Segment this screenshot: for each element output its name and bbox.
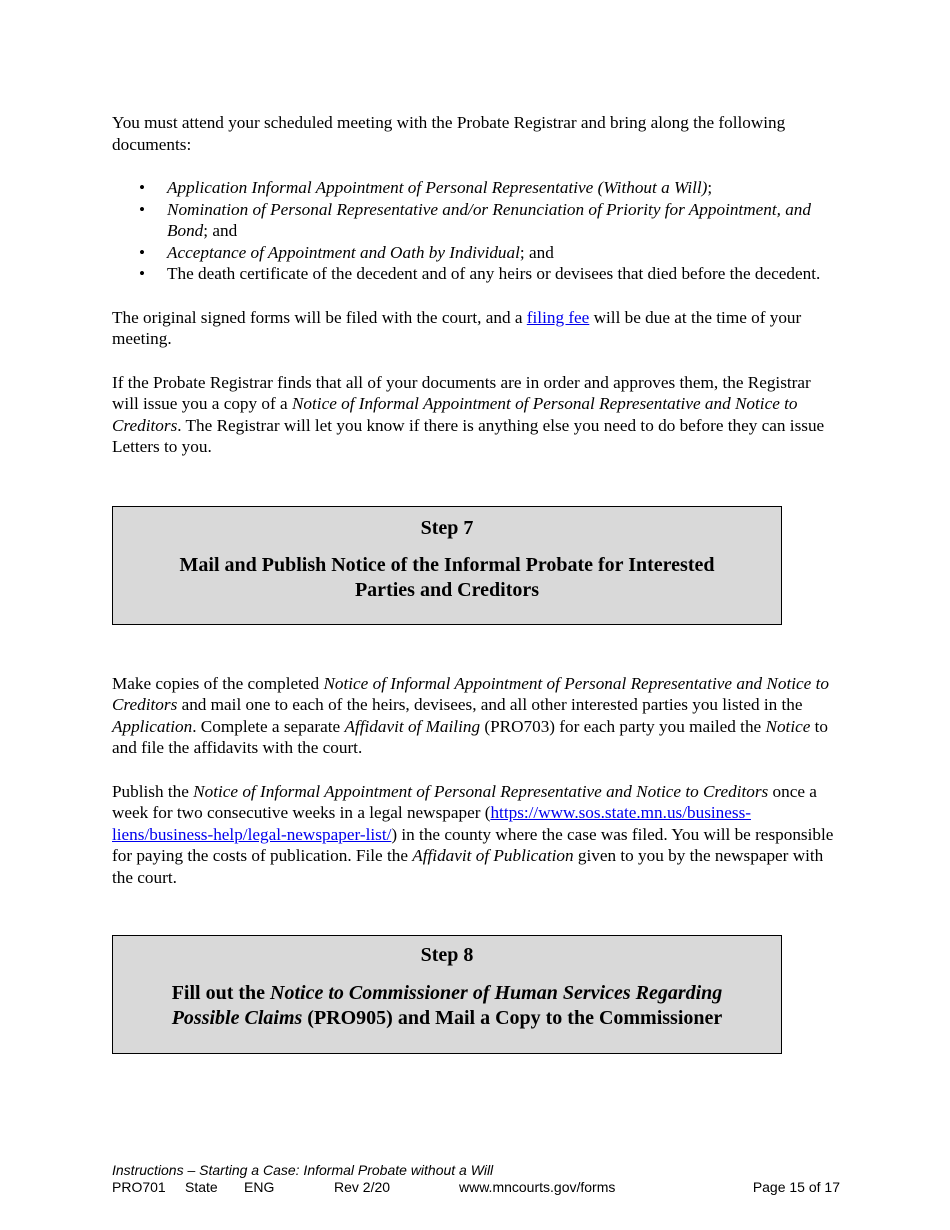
bullet-icon: • [139, 242, 146, 262]
page-body [112, 112, 840, 1054]
footer-state: State [185, 1179, 218, 1195]
footer-revision: Rev 2/20 [334, 1179, 391, 1195]
intro-text: You must attend your scheduled meeting with the Probate Registrar and bring along the following documents: [112, 113, 786, 154]
registrar-paragraph: If the Probate Registrar finds that all of your documents are in order and approves them, the Registrar will issue you a copy of a Notice of Informal Appointment of Personal Representative and Notice to Creditors. The Registrar will let you know if there is anything else you need to do before they can issue Letters to you. [112, 372, 825, 456]
newspaper-list-link[interactable]: https://www.sos.state.mn.us/business-liens/business-help/legal-newspaper-list/ [112, 803, 751, 844]
filing-fee-link[interactable]: filing fee [526, 307, 590, 327]
step-7-heading: Mail and Publish Notice of the Informal Probate for Interested Parties and Creditors [179, 553, 715, 601]
filing-paragraph: The original signed forms will be filed with the court, and a filing fee will be due at the time of your meeting. [112, 307, 802, 348]
footer-form-number: PRO701 [112, 1179, 166, 1195]
list-item: • The death certificate of the decedent and of any heirs or devisees that died before the decedent. [139, 264, 821, 283]
footer-page-number: Page 15 of 17 [752, 1179, 840, 1195]
step-8-box [112, 935, 782, 1054]
bullet-icon: • [139, 178, 146, 197]
page-footer [112, 1162, 840, 1196]
step-7-title: Step 7 [420, 516, 474, 539]
footer-doc-title: Instructions – Starting a Case: Informal Probate without a Will [112, 1162, 494, 1178]
step-8-heading: Fill out the Notice to Commissioner of Human Services Regarding Possible Claims (PRO905) and Mail a Copy to the Commissioner [171, 982, 723, 1029]
footer-language: ENG [244, 1179, 275, 1195]
footer-meta [112, 1179, 840, 1196]
list-item: • Nomination of Personal Representative and/or Renunciation of Priority for Appointment, and Bond; and [139, 199, 811, 240]
list-item: • Acceptance of Appointment and Oath by Individual; and [139, 242, 554, 262]
footer-url: www.mncourts.gov/forms [459, 1179, 616, 1195]
step-8-title: Step 8 [420, 944, 474, 966]
documents-list [112, 177, 840, 285]
bullet-icon: • [139, 264, 146, 283]
publish-paragraph: Publish the Notice of Informal Appointment of Personal Representative and Notice to Creditors once a week for two consecutive weeks in a legal newspaper (https://www.sos.state.mn.us/business-liens/business-help/legal-newspaper-list/) in the county where the case was filed. You will be responsible for paying the costs of publication. File the Affidavit of Publication given to you by the newspaper with the court. [112, 781, 834, 887]
copies-paragraph: Make copies of the completed Notice of Informal Appointment of Personal Representative and Notice to Creditors and mail one to each of the heirs, devisees, and all other interested parties you listed in the Application. Complete a separate Affidavit of Mailing (PRO703) for each party you mailed the Notice to and file the affidavits with the court. [112, 673, 829, 757]
list-item: • Application Informal Appointment of Personal Representative (Without a Will); [139, 178, 713, 197]
bullet-icon: • [139, 199, 146, 219]
step-7-box [112, 506, 782, 625]
